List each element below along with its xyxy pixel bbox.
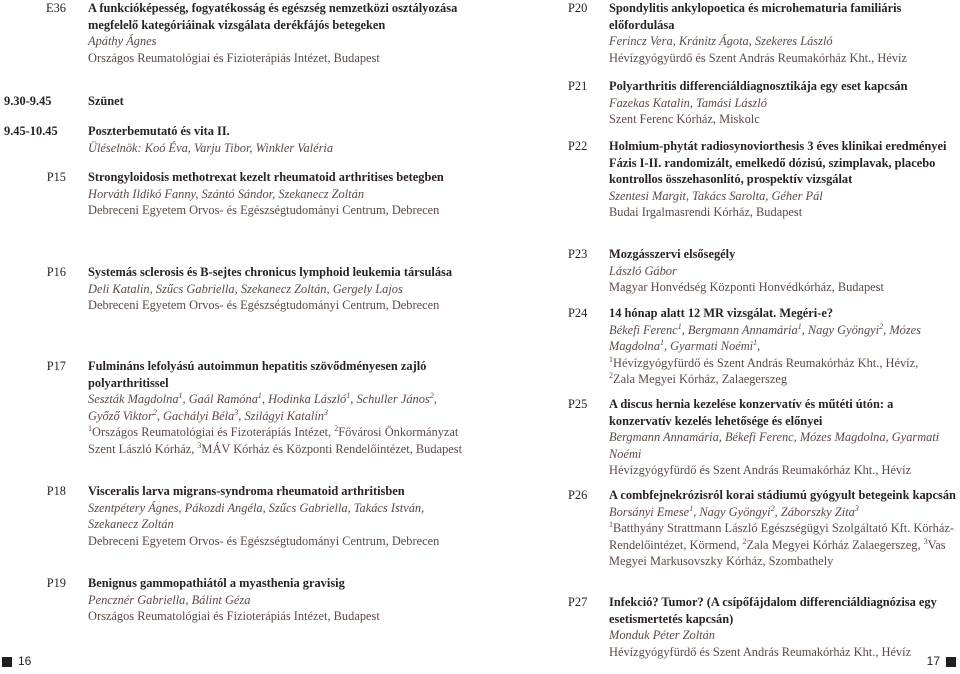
- entry-code: P23: [568, 247, 588, 261]
- entry-authors: László Gábor: [609, 263, 677, 278]
- entry-title: Infekció? Tumor? (A csípőfájdalom differenciáldiagnózisa egy esetismertetés kapcsán): [609, 595, 937, 626]
- entry-code: P19: [46, 576, 66, 590]
- entry-institution: Szent Ferenc Kórház, Miskolc: [609, 112, 760, 127]
- break-time: 9.30-9.45: [4, 94, 52, 108]
- entry-code: P17: [46, 359, 66, 373]
- entry-institution: Magyar Honvédség Központi Honvédkórház, Budapest: [609, 280, 884, 295]
- entry-title: 14 hónap alatt 12 MR vizsgálat. Megéri-e?: [609, 306, 834, 320]
- entry-authors: Borsányi Emese$^1$, Nagy Gyöngyi$^2$, Záborszky Zita$^3$: [609, 503, 859, 519]
- entry-code: P24: [568, 306, 588, 320]
- entry-code: P18: [46, 484, 66, 498]
- session-title: Poszterbemutató és vita II.: [88, 124, 230, 138]
- break-label: Szünet: [88, 94, 124, 108]
- entry-authors: Seszták Magdolna$^1$, Gaál Ramóna$^1$, Hodinka László$^1$, Schuller János$^2$, Győző Viktor$^2$, Gachályi Béla$^3$, Szilágyi Katalin$^3$: [88, 391, 437, 423]
- page-number-left: [2, 653, 31, 670]
- entry-code: P15: [46, 170, 66, 184]
- entry-code: P16: [46, 265, 66, 279]
- entry-institution: $^1$Országos Reumatológiai és Fizoterápiás Intézet, $^2$Fővárosi Önkormányzat Szent László Kórház, $^3$MÁV Kórház és Központi Rendelőintézet, Budapest: [88, 424, 463, 456]
- entry-authors: Monduk Péter Zoltán: [609, 628, 715, 643]
- page-number-right: [927, 653, 956, 670]
- entry-authors: Szentesi Margit, Takács Sarolta, Géher Pál: [609, 188, 823, 203]
- entry-title: Polyarthritis differenciáldiagnosztikája egy eset kapcsán: [609, 79, 908, 93]
- entry-code: E36: [46, 1, 66, 15]
- entry-authors: Deli Katalin, Szűcs Gabriella, Szekanecz Zoltán, Gergely Lajos: [88, 281, 403, 296]
- entry-title: Holmium-phytát radiosynoviorthesis 3 éves klinikai eredményei Fázis I-II. randomizált, emelkedő dózisú, szimplavak, placebo kontrollos összehasonlító, prospektív vizsgálat: [609, 139, 947, 187]
- entry-institution: $^1$Batthyány Strattmann László Egészségügyi Szolgáltató Kft. Körház- Rendelőintézet, Körmend, $^2$Zala Megyei Kórház Zalaegerszeg, $^3$Vas Megyei Markusovszky Kórház, Szombathely: [609, 520, 954, 569]
- entry-title: A funkcióképesség, fogyatékosság és egészség nemzetközi osztályozása megfelelő kategóriáinak vizsgálata derékfájós betegeken: [88, 1, 458, 32]
- entry-institution: Budai Irgalmasrendi Kórház, Budapest: [609, 205, 803, 220]
- entry-institution: Országos Reumatológiai és Fizioterápiás Intézet, Budapest: [88, 609, 380, 624]
- entry-title: Visceralis larva migrans-syndroma rheumatoid arthritisben: [88, 484, 405, 498]
- entry-code: P22: [568, 139, 588, 153]
- entry-authors: Fazekas Katalin, Tamási László: [609, 95, 767, 110]
- entry-institution: Debreceni Egyetem Orvos- és Egészségtudományi Centrum, Debrecen: [88, 298, 440, 313]
- entry-title: Mozgásszervi elsősegély: [609, 247, 736, 261]
- entry-institution: Hévízgyógyfürdő és Szent András Reumakórház Kht., Hévíz: [609, 463, 912, 478]
- entry-code: P27: [568, 595, 588, 609]
- session-time: 9.45-10.45: [4, 124, 58, 138]
- entry-authors: Pencznér Gabriella, Bálint Géza: [88, 592, 251, 607]
- entry-authors: Bergmann Annamária, Békefi Ferenc, Mózes Magdolna, Gyarmati Noémi: [609, 430, 940, 461]
- entry-title: Strongyloidosis methotrexat kezelt rheumatoid arthritises betegben: [88, 170, 444, 184]
- square-bullet-icon: [946, 657, 956, 667]
- square-bullet-icon: [2, 657, 12, 667]
- entry-authors: Horváth Ildikó Fanny, Szántó Sándor, Szekanecz Zoltán: [88, 186, 365, 201]
- entry-institution: Hévízgyógyfürdő és Szent András Reumakórház Kht., Hévíz: [609, 644, 912, 659]
- entry-authors: Békefi Ferenc$^1$, Bergmann Annamária$^1$, Nagy Gyöngyi$^2$, Mózes Magdolna$^1$, Gyarmati Noémi$^1$,: [609, 321, 921, 354]
- entry-authors: Szentpétery Ágnes, Pákozdi Angéla, Szűcs Gabriella, Takács István, Szekanecz Zoltán: [88, 500, 425, 532]
- entry-code: P20: [568, 1, 588, 15]
- entry-title: A discus hernia kezelése konzervatív és műtéti útón: a konzervatív kezelés lehetősége és előnyei: [609, 397, 894, 428]
- entry-title: A combfejnekrózisról korai stádiumú gyógyult betegeink kapcsán: [609, 488, 956, 502]
- entry-authors: Ferincz Vera, Kránitz Ágota, Szekeres László: [609, 34, 833, 49]
- entry-title: Spondylitis ankylopoetica és microhematuria familiáris előfordulása: [609, 1, 902, 32]
- entry-institution: Hévízgyógyürdő és Szent András Reumakórház Kht., Hévíz: [609, 50, 907, 65]
- entry-code: P25: [568, 397, 588, 411]
- entry-title: Systemás sclerosis és B-sejtes chronicus lymphoid leukemia társulása: [88, 265, 453, 279]
- entry-authors: Apáthy Ágnes: [88, 34, 157, 49]
- page-number: 17: [926, 654, 940, 669]
- page-number: 16: [18, 654, 32, 669]
- entry-code: P26: [568, 488, 588, 502]
- entry-institution: Debreceni Egyetem Orvos- és Egészségtudományi Centrum, Debrecen: [88, 533, 440, 548]
- session-chairs: Üléselnök: Koó Éva, Varju Tibor, Winkler Valéria: [88, 140, 334, 155]
- entry-code: P21: [568, 79, 588, 93]
- entry-institution: Debreceni Egyetem Orvos- és Egészségtudományi Centrum, Debrecen: [88, 203, 440, 218]
- entry-title: Fulmináns lefolyású autoimmun hepatitis szövődményesen zajló polyarthritissel: [88, 359, 427, 390]
- entry-title: Benignus gammopathiától a myasthenia gravisig: [88, 576, 345, 590]
- entry-institution: Országos Reumatológiai és Fizioterápiás Intézet, Budapest: [88, 50, 380, 65]
- entry-institution: $^1$Hévízgyógyfürdő és Szent András Reumakórház Kht., Hévíz, $^2$Zala Megyei Kórház, Zalaegerszeg: [609, 354, 919, 387]
